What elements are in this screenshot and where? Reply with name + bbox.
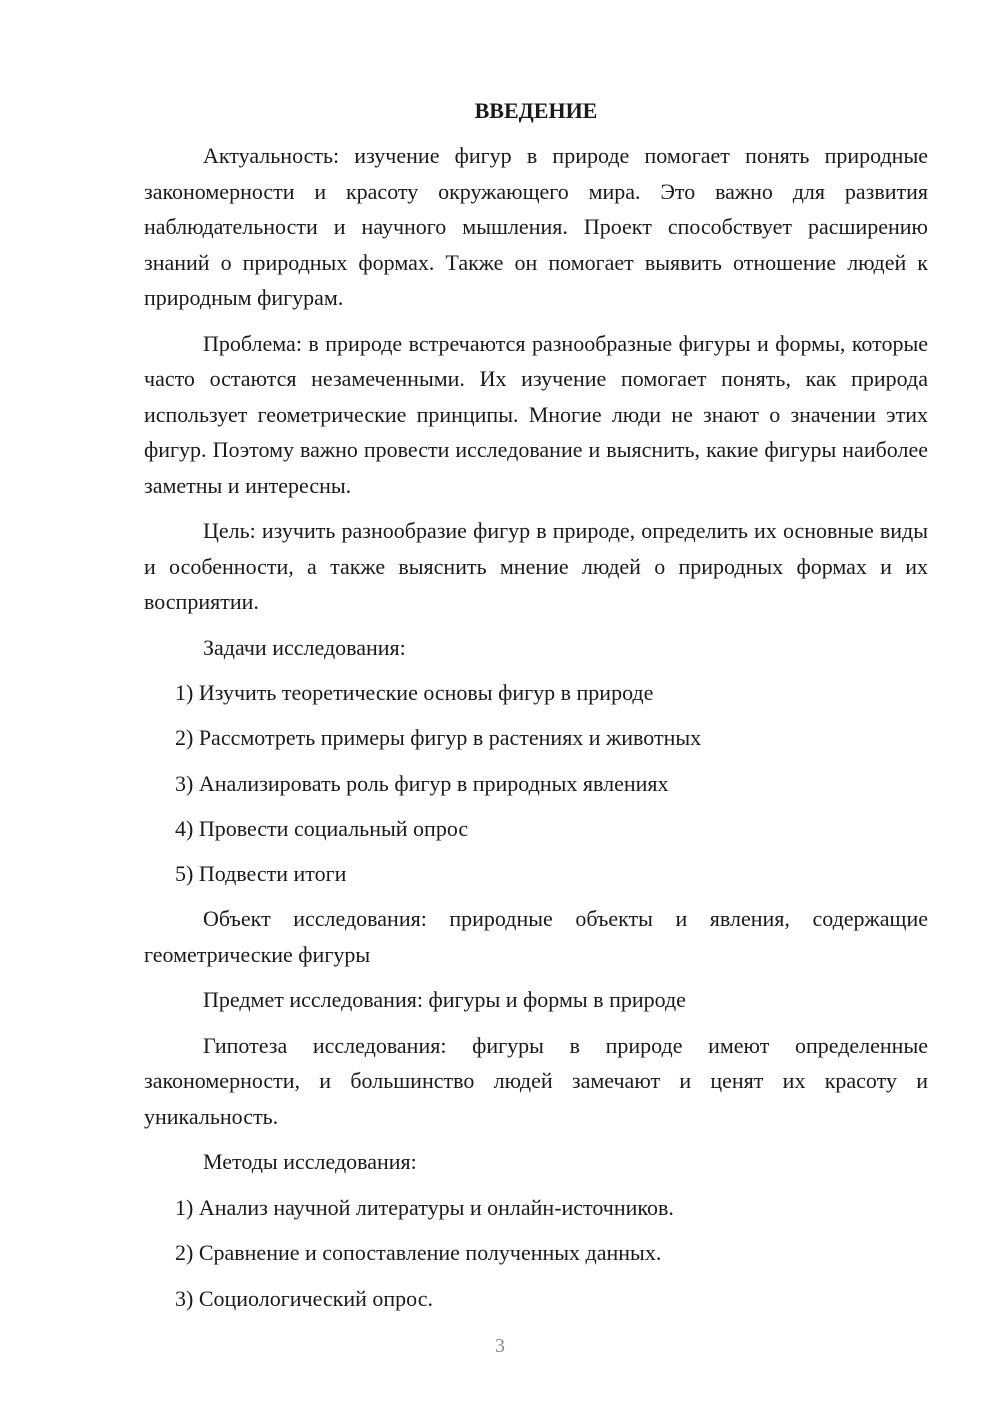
problem-paragraph: Проблема: в природе встречаются разнообразные фигуры и формы, которые часто остаются незамеченными. Их изучение помогает понять, как природа использует геометрические принципы. Многие люди не знают о значении этих фигур. Поэтому важно провести исследование и выяснить, какие фигуры наиболее заметны и интересны. <box>144 330 928 498</box>
page-title: ВВЕДЕНИЕ <box>474 98 598 123</box>
page-content <box>144 96 928 1326</box>
hypothesis-paragraph: Гипотеза исследования: фигуры в природе имеют определенные закономерности, и большинство людей замечают и ценят их красоту и уникальность. <box>144 1032 928 1129</box>
list-item: 1) Изучить теоретические основы фигур в природе <box>175 680 654 705</box>
relevance-paragraph: Актуальность: изучение фигур в природе помогает понять природные закономерности и красоту окружающего мира. Это важно для развития наблюдательности и научного мышления. Проект способствует расширению знаний о природных формах. Также он помогает выявить отношение людей к природным фигурам. <box>144 143 928 310</box>
object-paragraph: Объект исследования: природные объекты и явления, содержащие геометрические фигуры <box>144 906 928 967</box>
tasks-heading: Задачи исследования: <box>203 634 406 660</box>
methods-heading: Методы исследования: <box>203 1149 417 1175</box>
list-item: 5) Подвести итоги <box>175 861 347 887</box>
list-item: 3) Социологический опрос. <box>175 1285 433 1311</box>
subject-paragraph: Предмет исследования: фигуры и формы в природе <box>203 987 686 1013</box>
tasks-list <box>144 675 928 892</box>
page-number: 3 <box>495 1335 505 1357</box>
list-item: 2) Сравнение и сопоставление полученных данных. <box>175 1240 662 1266</box>
list-item: 4) Провести социальный опрос <box>175 815 469 841</box>
list-item: 1) Анализ научной литературы и онлайн-источников. <box>175 1194 674 1220</box>
list-item: 3) Анализировать роль фигур в природных явлениях <box>175 770 669 796</box>
goal-paragraph: Цель: изучить разнообразие фигур в природе, определить их основные виды и особенности, а также выяснить мнение людей о природных формах и их восприятии. <box>144 518 928 614</box>
methods-list <box>144 1190 928 1316</box>
list-item: 2) Рассмотреть примеры фигур в растениях и животных <box>175 725 702 751</box>
